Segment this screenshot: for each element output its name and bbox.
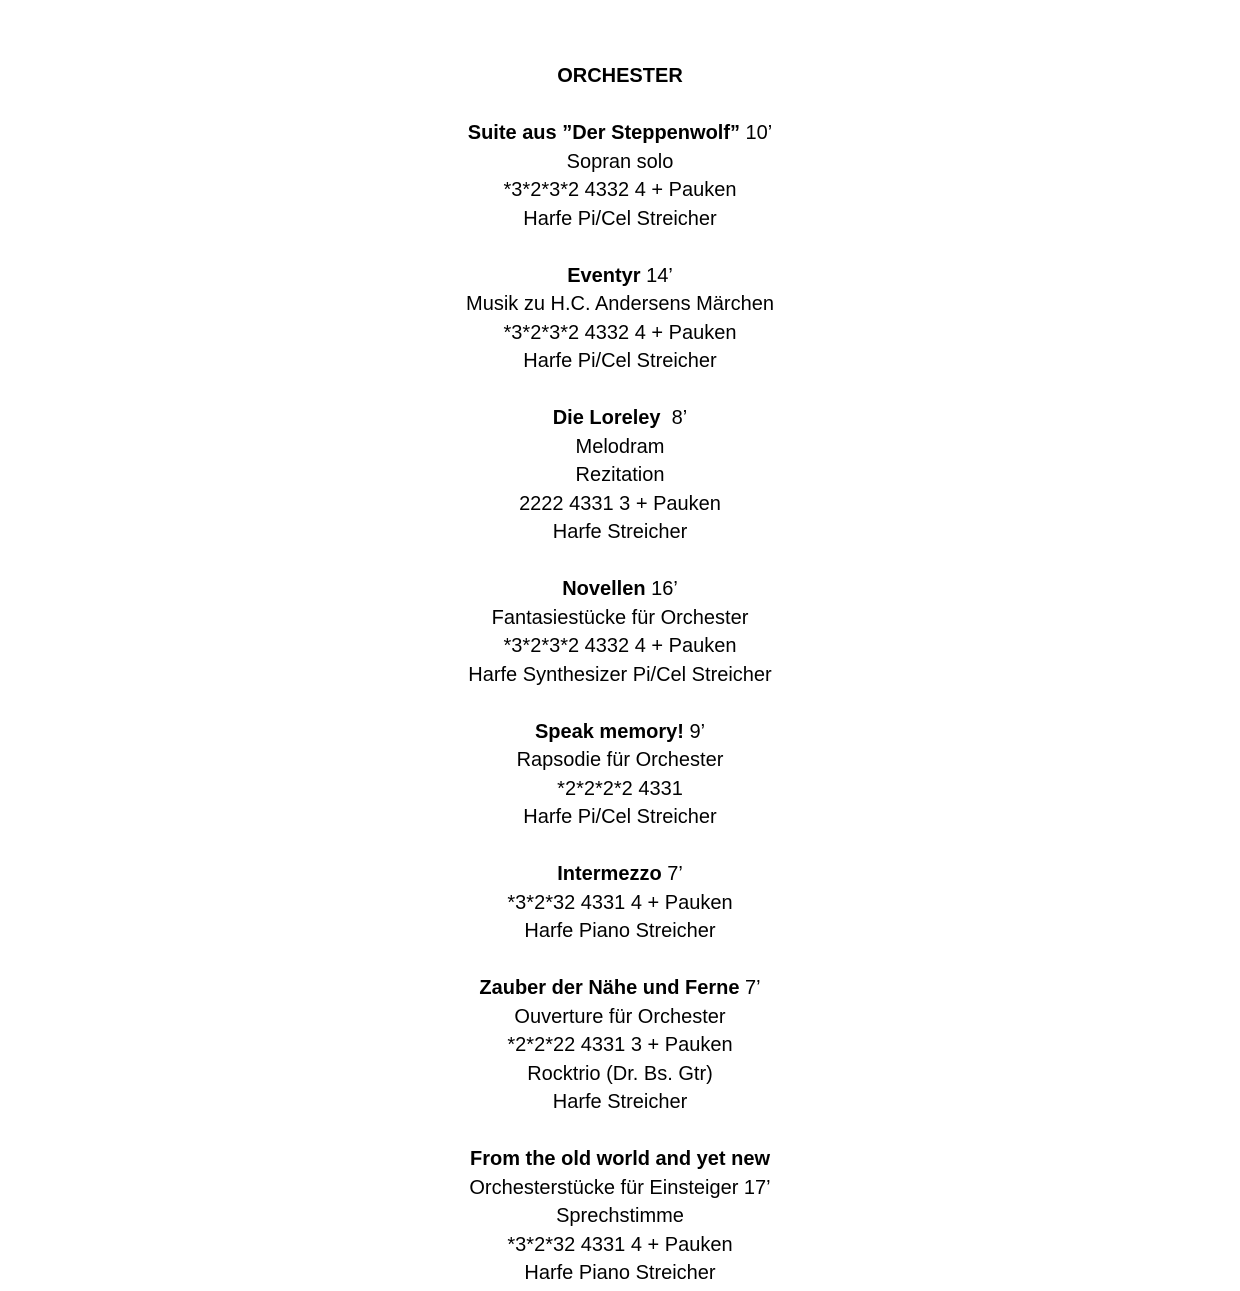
- work-line: Harfe Pi/Cel Streicher: [523, 806, 717, 828]
- work-line: Harfe Pi/Cel Streicher: [523, 207, 717, 230]
- work-title-line: [0, 974, 1240, 1003]
- work-line: Musik zu H.C. Andersens Märchen: [466, 293, 774, 315]
- work-line: Orchesterstücke für Einsteiger 17’: [469, 1176, 771, 1199]
- work-entry: [0, 1145, 1240, 1288]
- work-duration: 10’: [740, 122, 773, 144]
- work-line: *3*2*3*2 4332 4 + Pauken: [503, 179, 737, 201]
- work-entry: [0, 974, 1240, 1117]
- work-line: Fantasiestücke für Orchester: [491, 606, 749, 629]
- work-line: Sprechstimme: [556, 1205, 684, 1227]
- work-title-line: [0, 1145, 1240, 1174]
- work-title-line: [0, 575, 1240, 604]
- work-line: Ouverture für Orchester: [514, 1005, 726, 1028]
- work-line: 2222 4331 3 + Pauken: [519, 492, 721, 515]
- work-line: Harfe Synthesizer Pi/Cel Streicher: [468, 663, 772, 686]
- work-title: Intermezzo: [557, 863, 662, 885]
- work-line: *3*2*32 4331 4 + Pauken: [507, 891, 733, 914]
- work-title-line: [0, 262, 1240, 291]
- work-title-line: [0, 404, 1240, 433]
- work-line: Rapsodie für Orchester: [516, 749, 724, 771]
- work-entry: [0, 404, 1240, 547]
- work-title: Novellen: [562, 578, 646, 600]
- work-entry: [0, 718, 1240, 832]
- work-line: *2*2*22 4331 3 + Pauken: [507, 1034, 733, 1056]
- work-line: Harfe Streicher: [552, 1091, 688, 1113]
- work-title-line: [0, 718, 1240, 747]
- work-title: Suite aus ”Der Steppenwolf”: [467, 122, 740, 144]
- work-title-line: [0, 119, 1240, 148]
- work-line: Melodram: [575, 435, 665, 458]
- work-title: Eventyr: [567, 264, 641, 287]
- work-line: Harfe Pi/Cel Streicher: [523, 350, 717, 372]
- work-line: Harfe Streicher: [552, 521, 688, 543]
- work-duration: 16’: [645, 578, 678, 600]
- work-entry: [0, 860, 1240, 946]
- work-title: Zauber der Nähe und Ferne: [479, 977, 740, 999]
- work-line: *2*2*2*2 4331: [557, 777, 683, 800]
- work-duration: 9’: [683, 720, 706, 743]
- work-title-line: [0, 860, 1240, 889]
- work-line: Harfe Piano Streicher: [524, 920, 716, 942]
- work-entry: [0, 575, 1240, 689]
- work-duration: 8’: [660, 407, 688, 429]
- work-duration: 7’: [739, 977, 761, 999]
- work-title: From the old world and yet new: [469, 1148, 771, 1170]
- work-line: Rezitation: [575, 464, 665, 486]
- work-line: Harfe Piano Streicher: [524, 1262, 716, 1284]
- works-list: [0, 119, 1240, 1288]
- work-entry: [0, 262, 1240, 376]
- page-title: ORCHESTER: [557, 65, 683, 87]
- work-line: Rocktrio (Dr. Bs. Gtr): [527, 1062, 713, 1085]
- work-duration: 7’: [661, 863, 683, 885]
- work-title: Speak memory!: [534, 720, 684, 743]
- work-line: Sopran solo: [566, 150, 674, 173]
- work-line: *3*2*32 4331 4 + Pauken: [507, 1233, 733, 1256]
- work-title: Die Loreley: [552, 407, 661, 429]
- work-duration: 14’: [640, 264, 673, 287]
- work-line: *3*2*3*2 4332 4 + Pauken: [503, 635, 737, 657]
- work-line: *3*2*3*2 4332 4 + Pauken: [503, 321, 737, 344]
- work-entry: [0, 119, 1240, 233]
